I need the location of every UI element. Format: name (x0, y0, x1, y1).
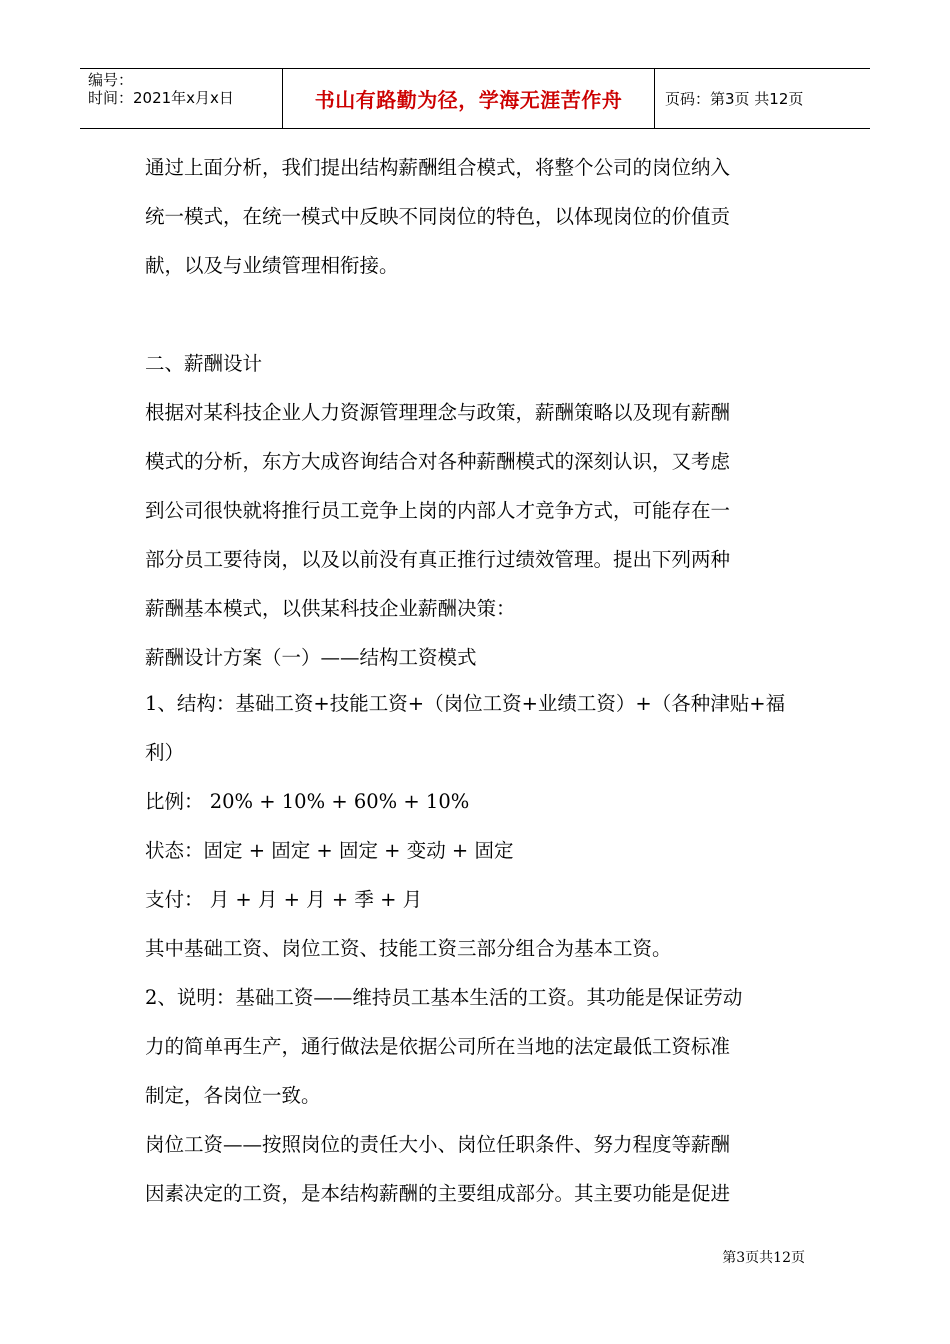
header-slogan: 书山有路勤为径，学海无涯苦作舟 (314, 88, 623, 112)
header-slogan-cell (282, 69, 655, 128)
body-line: 2、说明：基础工资——维持员工基本生活的工资。其功能是保证劳动 (145, 986, 743, 1009)
body-line: 通过上面分析，我们提出结构薪酬组合模式，将整个公司的岗位纳入 (145, 156, 731, 179)
body-line: 岗位工资——按照岗位的责任大小、岗位任职条件、努力程度等薪酬 (145, 1133, 731, 1156)
body-line: 制定，各岗位一致。 (145, 1084, 321, 1107)
body-line: 献，以及与业绩管理相衔接。 (145, 254, 399, 277)
payment-line: 支付： 月 + 月 + 月 + 季 + 月 (145, 888, 423, 911)
body-line: 部分员工要待岗，以及以前没有真正推行过绩效管理。提出下列两种 (145, 548, 731, 571)
header-number: 编号： (88, 71, 134, 89)
subsection-heading: 薪酬设计方案（一）——结构工资模式 (145, 646, 477, 669)
body-line: 薪酬基本模式，以供某科技企业薪酬决策： (145, 597, 516, 620)
header-info-cell (80, 69, 282, 128)
body-line: 因素决定的工资，是本结构薪酬的主要组成部分。其主要功能是促进 (145, 1182, 731, 1205)
page-footer: 第3页共12页 (722, 1250, 805, 1266)
header-page-number: 页码：第3页 共12页 (665, 89, 804, 108)
section-heading: 二、薪酬设计 (145, 352, 263, 375)
body-line: 根据对某科技企业人力资源管理理念与政策，薪酬策略以及现有薪酬 (145, 401, 731, 424)
body-line: 模式的分析，东方大成咨询结合对各种薪酬模式的深刻认识，又考虑 (145, 450, 731, 473)
status-line: 状态：固定 + 固定 + 固定 + 变动 + 固定 (145, 839, 514, 862)
body-line: 到公司很快就将推行员工竞争上岗的内部人才竞争方式，可能存在一 (145, 499, 731, 522)
body-line: 其中基础工资、岗位工资、技能工资三部分组合为基本工资。 (145, 937, 672, 960)
body-line: 1、结构：基础工资+技能工资+（岗位工资+业绩工资）+（各种津贴+福 (145, 692, 786, 715)
ratio-line: 比例： 20% + 10% + 60% + 10% (145, 790, 470, 813)
body-line: 利） (145, 741, 185, 764)
body-line: 统一模式，在统一模式中反映不同岗位的特色，以体现岗位的价值贡 (145, 205, 731, 228)
header-time: 时间：2021年x月x日 (88, 89, 234, 107)
page-header (80, 68, 870, 129)
body-line: 力的简单再生产，通行做法是依据公司所在当地的法定最低工资标准 (145, 1035, 731, 1058)
header-page-cell (655, 69, 870, 128)
